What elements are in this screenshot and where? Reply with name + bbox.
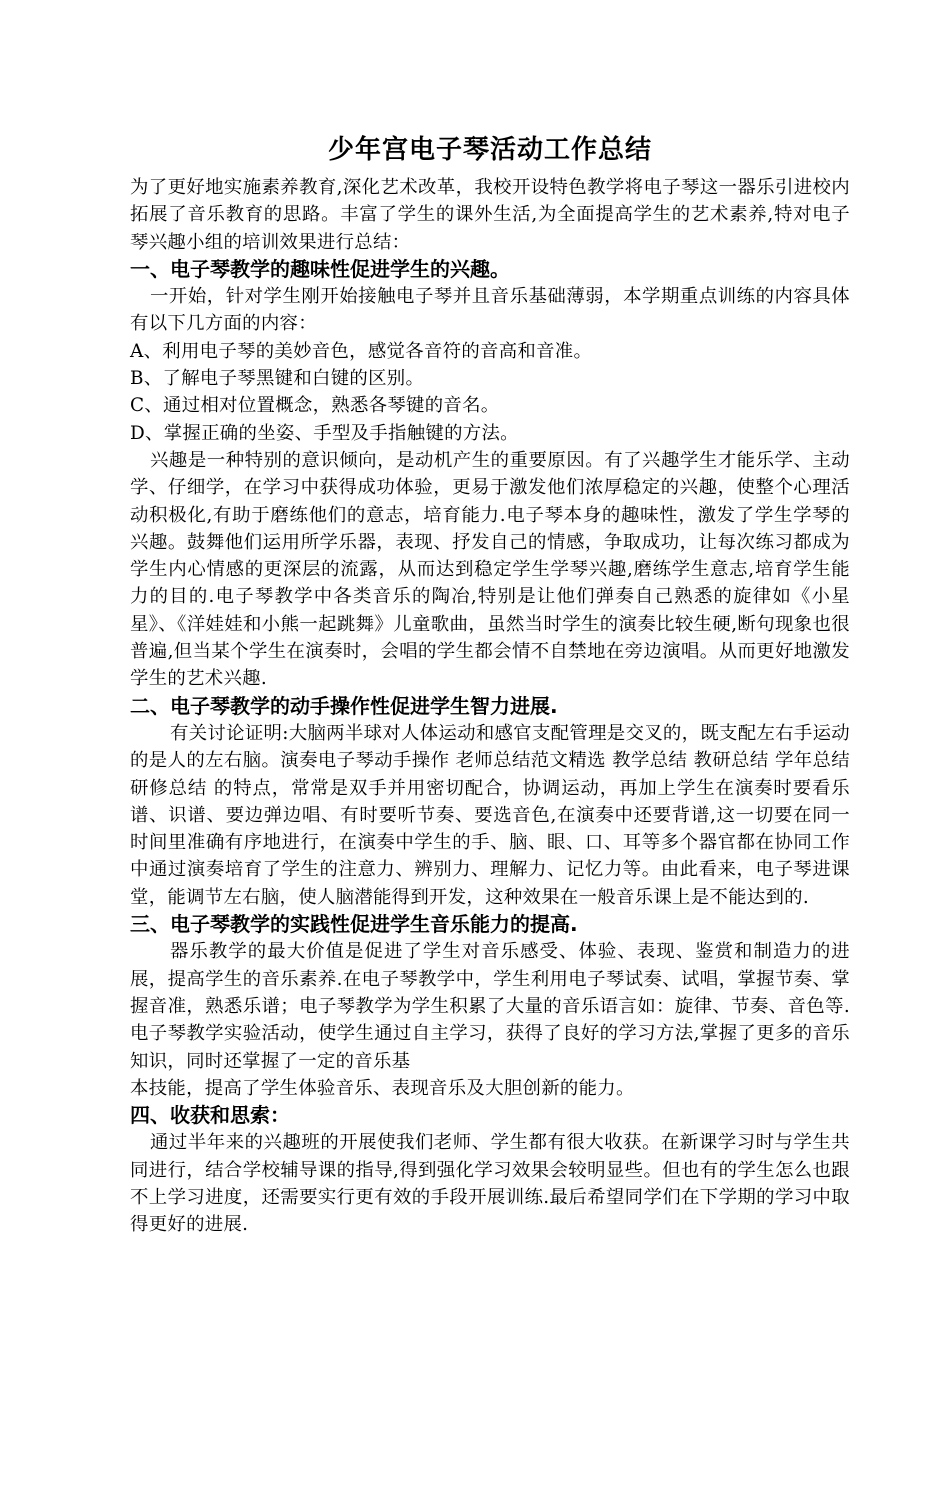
document-title: 少年宫电子琴活动工作总结 [327,135,652,165]
section-4-paragraph: 通过半年来的兴趣班的开展使我们老师、学生都有很大收获。在新课学习时与学生共同进行，结合学校辅导课的指导,得到强化学习效果会较明显些。但也有的学生怎么也跟不上学习进度，还需要实行更有效的手段开展训练.最后希望同学们在下学期的学习中取得更好的进展. [130,1132,850,1236]
section-3-paragraph-1: 器乐教学的最大价值是促进了学生对音乐感受、体验、表现、鉴赏和制造力的进展，提高学生的音乐素养.在电子琴教学中，学生利用电子琴试奏、试唱，掌握节奏、掌握音准，熟悉乐谱；电子琴教学为学生积累了大量的音乐语言如：旋律、节奏、音色等.电子琴教学实验活动，使学生通过自主学习，获得了良好的学习方法,掌握了更多的音乐知识，同时还掌握了一定的音乐基 [130,941,850,1072]
section-3-heading: 三、电子琴教学的实践性促进学生音乐能力的提高. [130,912,578,937]
list-item-a: A、利用电子琴的美妙音色，感觉各音符的音高和音准。 [130,340,593,362]
list-item-c: C、通过相对位置概念，熟悉各琴键的音名。 [130,395,500,417]
document-page [130,128,850,1239]
list-item-d: D、掌握正确的坐姿、手型及手指触键的方法。 [130,422,519,444]
section-1-heading: 一、电子琴教学的趣味性促进学生的兴趣。 [130,256,510,281]
intro-paragraph: 为了更好地实施素养教育,深化艺术改革，我校开设特色教学将电子琴这一器乐引进校内拓展了音乐教育的思路。丰富了学生的课外生活,为全面提高学生的艺术素养,特对电子琴兴趣小组的培训效果进行总结： [130,177,850,253]
section-4-heading: 四、收获和思索： [130,1103,290,1128]
list-item-b: B、了解电子琴黑键和白键的区别。 [130,368,425,390]
section-2-paragraph: 有关讨论证明:大脑两半球对人体运动和感官支配管理是交叉的，既支配左右手运动的是人的左右脑。演奏电子琴动手操作 老师总结范文精选 教学总结 教研总结 学年总结 研修总结 的特点，常常是双手并用密切配合，协调运动，再加上学生在演奏时要看乐谱、识谱、要边弹边唱、有时要听节奏、要选音色,在演奏中还要背谱,这一切要在同一时间里准确有序地进行，在演奏中学生的手、脑、眼、口、耳等多个器官都在协同工作中通过演奏培育了学生的注意力、辨别力、理解力、记忆力等。由此看来，电子琴进课堂，能调节左右脑，使人脑潜能得到开发，这种效果在一般音乐课上是不能达到的. [130,722,850,908]
section-1-paragraph-2: 兴趣是一种特别的意识倾向，是动机产生的重要原因。有了兴趣学生才能乐学、主动学、仔细学，在学习中获得成功体验，更易于激发他们浓厚稳定的兴趣，使整个心理活动积极化,有助于磨练他们的意志，培育能力.电子琴本身的趣味性，激发了学生学琴的兴趣。鼓舞他们运用所学乐器，表现、抒发自己的情感，争取成功，让每次练习都成为学生内心情感的更深层的流露，从而达到稳定学生学琴兴趣,磨练学生意志,培育学生能力的目的.电子琴教学中各类音乐的陶冶,特别是让他们弹奏自己熟悉的旋律如《小星星》、《洋娃娃和小熊一起跳舞》儿童歌曲，虽然当时学生的演奏比较生硬,断句现象也很普遍,但当某个学生在演奏时，会唱的学生都会情不自禁地在旁边演唱。从而更好地激发学生的艺术兴趣. [130,449,850,690]
section-3-paragraph-2: 本技能，提高了学生体验音乐、表现音乐及大胆创新的能力。 [130,1077,635,1099]
section-2-heading: 二、电子琴教学的动手操作性促进学生智力进展. [130,693,558,718]
section-1-paragraph-1: 一开始，针对学生刚开始接触电子琴并且音乐基础薄弱，本学期重点训练的内容具体有以下几方面的内容： [130,286,850,335]
